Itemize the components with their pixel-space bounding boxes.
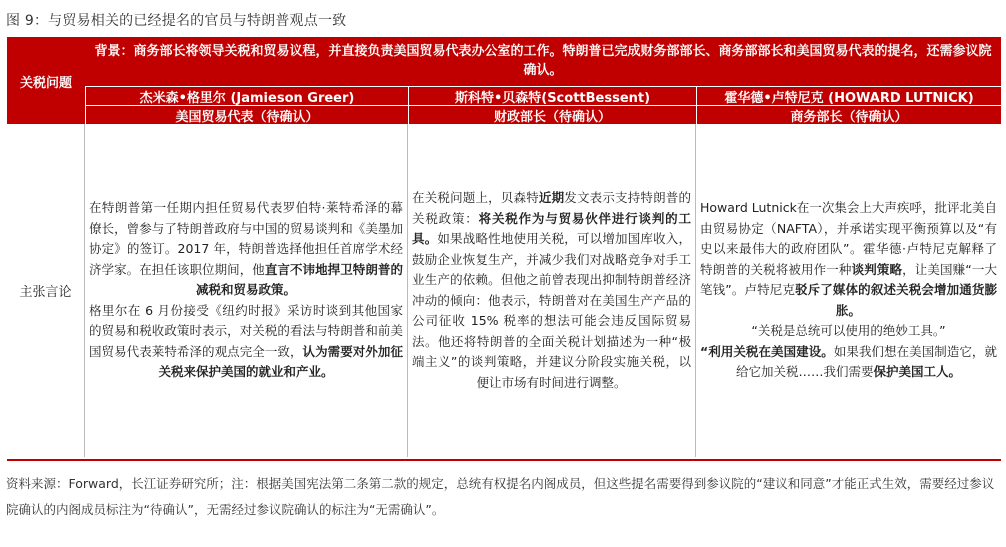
statement-text: 在关税问题上，贝森特 — [412, 190, 539, 205]
statement-bessent — [408, 124, 696, 457]
statement-text: 将关税作为与贸易伙伴进行谈判的工具。 — [412, 210, 691, 246]
person-name-greer: 杰米森•格里尔 (Jamieson Greer) — [85, 86, 408, 105]
statement-greer — [85, 124, 408, 457]
statement-text: ，让美国赚“一大笔钱”。卢特尼克 — [700, 261, 997, 298]
statement-text: 在特朗普第一任期内担任贸易代表罗伯特·莱特希泽的幕僚长，曾参与了特朗普政府与中国的贸易谈判和《美墨加协定》的签订。2017 年，特朗普选择他担任首席学术经济学家。在担任该职位期间，他 — [89, 200, 403, 277]
header-background: 背景：商务部长将领导关税和贸易议程，并直接负责美国贸易代表办公室的工作。特朗普已完成财务部部长、商务部部长和美国贸易代表的提名，还需参议院确认。 — [85, 39, 1001, 86]
person-role-greer: 美国贸易代表（待确认） — [85, 105, 408, 124]
source-note: 资料来源：Forward，长江证券研究所；注：根据美国宪法第二条第二款的规定，总统有权提名内阁成员，但这些提名需要得到参议院的“建议和同意”才能正式生效，需要经过参议院确认的内阁成员标注为“待确认”，无需经过参议院确认的标注为“无需确认”。 — [6, 476, 995, 517]
statement-text: 如果我们想在美国制造它，就给它加关税……我们需要 — [735, 343, 997, 380]
statement-text: 发文表示支持特朗普的关税政策： — [412, 190, 691, 226]
person-name-lutnick: 霍华德•卢特尼克 (HOWARD LUTNICK) — [696, 86, 1001, 105]
statement-text: 谈判策略 — [851, 261, 903, 277]
statement-text: 认为需要对外加征关税来保护美国的就业和产业。 — [158, 343, 403, 380]
person-name-bessent: 斯科特•贝森特(ScottBessent) — [408, 86, 696, 105]
statement-lutnick — [696, 124, 1001, 457]
officials-table — [7, 37, 1001, 461]
statement-text: Howard Lutnick在一次集会上大声疾呼，批评北美自由贸易协定（NAFTA），并承诺实现平衡预算以及“有史以来最伟大的政府团队”。霍华德·卢特尼克解释了特朗普的关税将被用作一种 — [700, 200, 997, 277]
body-row-label: 主张言论 — [7, 124, 85, 457]
statement-text: “关税是总统可以使用的绝妙工具。” — [751, 323, 946, 339]
figure-title: 图 9：与贸易相关的已经提名的官员与特朗普观点一致 — [6, 13, 347, 29]
statement-text: 保护美国工人。 — [873, 364, 962, 380]
statement-text: 如果战略性地使用关税，可以增加国库收入，鼓励企业恢复生产，并减少我们对战略竞争对手工业生产的依赖。但他之前曾表现出抑制特朗普经济冲动的倾向：他表示，特朗普对在美国生产产品的公司征收 15% 税率的想法可能会违反国际贸易法。他还将特朗普的全面关税计划描述为一种“极端主义”的谈判策略，并建议分阶段实施关税，以便让市场有时间进行调整。 — [412, 231, 691, 390]
header-row-label: 关税问题 — [7, 39, 85, 124]
statement-text: 近期 — [538, 190, 565, 205]
statement-text: 驳斥了媒体的叙述关税会增加通货膨胀。 — [795, 282, 997, 318]
statement-text: 格里尔在 6 月份接受《纽约时报》采访时谈到其他国家的贸易和税收政策时表示，对关税的看法与特朗普和前美国贸易代表莱特希泽的观点完全一致， — [89, 302, 403, 359]
statement-text: “利用关税在美国建设。 — [700, 343, 834, 359]
statement-text: 直言不讳地捍卫特朗普的减税和贸易政策。 — [195, 261, 403, 298]
person-role-lutnick: 商务部长（待确认） — [696, 105, 1001, 124]
person-role-bessent: 财政部长（待确认） — [408, 105, 696, 124]
